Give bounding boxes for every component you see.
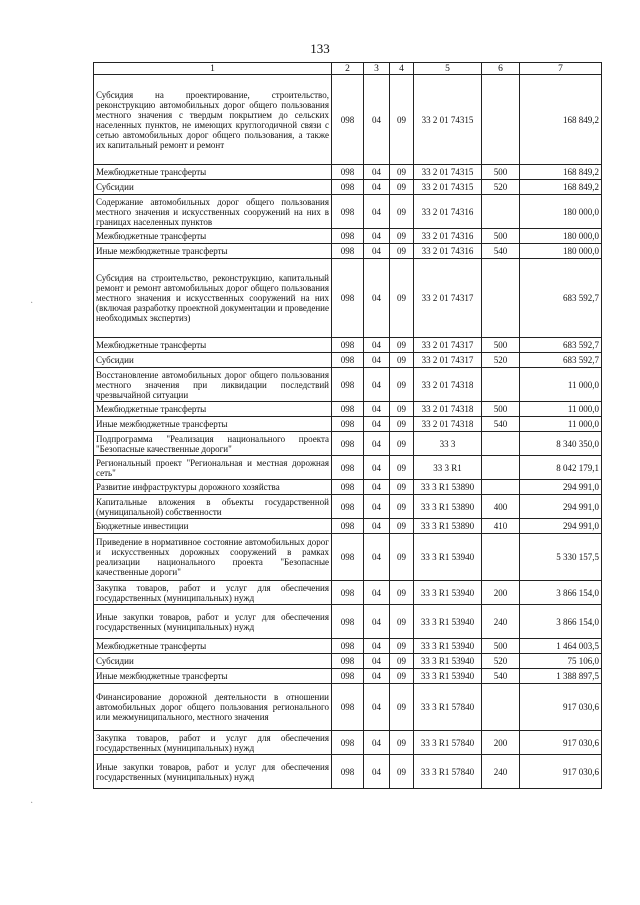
row-cell-5: 33 2 01 74318 bbox=[414, 402, 482, 417]
row-cell-5: 33 2 01 74317 bbox=[414, 259, 482, 338]
row-cell-4: 09 bbox=[390, 581, 414, 605]
row-cell-3: 04 bbox=[364, 581, 390, 605]
row-cell-7: 294 991,0 bbox=[520, 480, 602, 495]
row-cell-2: 098 bbox=[332, 229, 364, 244]
row-cell-3: 04 bbox=[364, 495, 390, 519]
row-cell-2: 098 bbox=[332, 605, 364, 639]
table-row bbox=[94, 195, 602, 229]
row-cell-2: 098 bbox=[332, 456, 364, 480]
row-cell-5: 33 3 R1 53890 bbox=[414, 480, 482, 495]
row-name-cell: Субсидии bbox=[94, 353, 332, 368]
row-cell-2: 098 bbox=[332, 75, 364, 165]
row-cell-4: 09 bbox=[390, 480, 414, 495]
row-cell-3: 04 bbox=[364, 731, 390, 755]
row-name-cell: Закупка товаров, работ и услуг для обеспечения государственных (муниципальных) нужд bbox=[94, 731, 332, 755]
row-cell-6: 240 bbox=[482, 605, 520, 639]
row-cell-2: 098 bbox=[332, 353, 364, 368]
row-cell-4: 09 bbox=[390, 338, 414, 353]
row-cell-3: 04 bbox=[364, 259, 390, 338]
row-name-cell: Субсидии bbox=[94, 654, 332, 669]
row-cell-6: 240 bbox=[482, 755, 520, 789]
table-row bbox=[94, 417, 602, 432]
row-cell-2: 098 bbox=[332, 639, 364, 654]
row-cell-5: 33 3 R1 53940 bbox=[414, 581, 482, 605]
row-cell-7: 3 866 154,0 bbox=[520, 581, 602, 605]
row-cell-5: 33 2 01 74316 bbox=[414, 229, 482, 244]
row-cell-3: 04 bbox=[364, 338, 390, 353]
row-cell-3: 04 bbox=[364, 605, 390, 639]
row-cell-5: 33 3 R1 53940 bbox=[414, 639, 482, 654]
row-cell-7: 3 866 154,0 bbox=[520, 605, 602, 639]
row-cell-3: 04 bbox=[364, 639, 390, 654]
row-cell-7: 8 042 179,1 bbox=[520, 456, 602, 480]
row-cell-7: 8 340 350,0 bbox=[520, 432, 602, 456]
row-cell-2: 098 bbox=[332, 519, 364, 534]
row-cell-6: 520 bbox=[482, 353, 520, 368]
row-cell-6: 540 bbox=[482, 244, 520, 259]
row-cell-5: 33 3 R1 53890 bbox=[414, 519, 482, 534]
row-cell-6: 520 bbox=[482, 180, 520, 195]
row-cell-7: 5 330 157,5 bbox=[520, 534, 602, 581]
row-cell-6: 200 bbox=[482, 731, 520, 755]
table-row bbox=[94, 731, 602, 755]
row-cell-4: 09 bbox=[390, 456, 414, 480]
row-cell-6: 520 bbox=[482, 654, 520, 669]
row-cell-5: 33 3 bbox=[414, 432, 482, 456]
row-cell-4: 09 bbox=[390, 605, 414, 639]
row-name-cell: Иные межбюджетные трансферты bbox=[94, 244, 332, 259]
column-header: 2 bbox=[332, 63, 364, 75]
table-row bbox=[94, 480, 602, 495]
page-number: 133 bbox=[310, 41, 330, 56]
row-cell-2: 098 bbox=[332, 165, 364, 180]
row-cell-4: 09 bbox=[390, 731, 414, 755]
row-cell-4: 09 bbox=[390, 684, 414, 731]
row-cell-4: 09 bbox=[390, 519, 414, 534]
row-cell-6: 410 bbox=[482, 519, 520, 534]
row-cell-4: 09 bbox=[390, 755, 414, 789]
row-cell-2: 098 bbox=[332, 731, 364, 755]
row-cell-4: 09 bbox=[390, 417, 414, 432]
row-cell-5: 33 2 01 74315 bbox=[414, 75, 482, 165]
row-name-cell: Развитие инфраструктуры дорожного хозяйства bbox=[94, 480, 332, 495]
row-cell-4: 09 bbox=[390, 259, 414, 338]
row-cell-5: 33 2 01 74315 bbox=[414, 180, 482, 195]
row-cell-3: 04 bbox=[364, 75, 390, 165]
row-cell-3: 04 bbox=[364, 417, 390, 432]
row-cell-2: 098 bbox=[332, 480, 364, 495]
row-cell-6: 500 bbox=[482, 165, 520, 180]
table-row bbox=[94, 456, 602, 480]
row-cell-5: 33 2 01 74318 bbox=[414, 368, 482, 402]
row-cell-5: 33 3 R1 53940 bbox=[414, 605, 482, 639]
column-header: 7 bbox=[520, 63, 602, 75]
row-cell-6: 500 bbox=[482, 402, 520, 417]
row-name-cell: Межбюджетные трансферты bbox=[94, 229, 332, 244]
row-cell-6: 500 bbox=[482, 338, 520, 353]
row-cell-3: 04 bbox=[364, 755, 390, 789]
table-row bbox=[94, 229, 602, 244]
row-cell-6: 540 bbox=[482, 417, 520, 432]
row-cell-7: 683 592,7 bbox=[520, 259, 602, 338]
row-cell-5: 33 2 01 74317 bbox=[414, 353, 482, 368]
row-cell-3: 04 bbox=[364, 432, 390, 456]
column-header: 4 bbox=[390, 63, 414, 75]
row-cell-6: 200 bbox=[482, 581, 520, 605]
row-cell-5: 33 3 R1 57840 bbox=[414, 684, 482, 731]
row-cell-3: 04 bbox=[364, 165, 390, 180]
row-cell-5: 33 3 R1 53890 bbox=[414, 495, 482, 519]
row-cell-4: 09 bbox=[390, 654, 414, 669]
table-row bbox=[94, 669, 602, 684]
row-cell-3: 04 bbox=[364, 353, 390, 368]
row-cell-3: 04 bbox=[364, 534, 390, 581]
row-cell-7: 11 000,0 bbox=[520, 402, 602, 417]
table-row bbox=[94, 605, 602, 639]
row-name-cell: Иные межбюджетные трансферты bbox=[94, 417, 332, 432]
row-cell-5: 33 2 01 74317 bbox=[414, 338, 482, 353]
row-cell-4: 09 bbox=[390, 669, 414, 684]
row-cell-3: 04 bbox=[364, 669, 390, 684]
margin-mark: · bbox=[30, 798, 34, 809]
row-cell-4: 09 bbox=[390, 432, 414, 456]
table-row bbox=[94, 353, 602, 368]
row-cell-4: 09 bbox=[390, 165, 414, 180]
row-cell-7: 917 030,6 bbox=[520, 684, 602, 731]
table-row bbox=[94, 755, 602, 789]
table-row bbox=[94, 654, 602, 669]
row-cell-2: 098 bbox=[332, 180, 364, 195]
row-cell-2: 098 bbox=[332, 259, 364, 338]
row-cell-7: 683 592,7 bbox=[520, 338, 602, 353]
row-cell-3: 04 bbox=[364, 368, 390, 402]
row-name-cell: Восстановление автомобильных дорог общего пользования местного значения при ликвидации последствий чрезвычайной ситуации bbox=[94, 368, 332, 402]
row-cell-2: 098 bbox=[332, 495, 364, 519]
row-cell-4: 09 bbox=[390, 180, 414, 195]
row-cell-3: 04 bbox=[364, 519, 390, 534]
row-cell-7: 75 106,0 bbox=[520, 654, 602, 669]
row-cell-2: 098 bbox=[332, 581, 364, 605]
row-cell-7: 168 849,2 bbox=[520, 165, 602, 180]
table-row bbox=[94, 368, 602, 402]
row-cell-6: 400 bbox=[482, 495, 520, 519]
row-cell-3: 04 bbox=[364, 402, 390, 417]
row-cell-7: 1 464 003,5 bbox=[520, 639, 602, 654]
row-cell-7: 294 991,0 bbox=[520, 519, 602, 534]
row-cell-7: 917 030,6 bbox=[520, 755, 602, 789]
row-cell-3: 04 bbox=[364, 244, 390, 259]
row-cell-6 bbox=[482, 684, 520, 731]
row-cell-7: 180 000,0 bbox=[520, 229, 602, 244]
budget-table bbox=[93, 62, 602, 789]
row-cell-3: 04 bbox=[364, 195, 390, 229]
column-header: 6 bbox=[482, 63, 520, 75]
row-name-cell: Межбюджетные трансферты bbox=[94, 402, 332, 417]
row-name-cell: Приведение в нормативное состояние автомобильных дорог и искусственных дорожных сооружений в рамках реализации национального проекта "Безопасные качественные дороги" bbox=[94, 534, 332, 581]
row-cell-5: 33 3 R1 57840 bbox=[414, 731, 482, 755]
table-row bbox=[94, 259, 602, 338]
row-name-cell: Межбюджетные трансферты bbox=[94, 165, 332, 180]
row-cell-2: 098 bbox=[332, 417, 364, 432]
row-name-cell: Закупка товаров, работ и услуг для обеспечения государственных (муниципальных) нужд bbox=[94, 581, 332, 605]
row-cell-3: 04 bbox=[364, 684, 390, 731]
row-cell-6 bbox=[482, 432, 520, 456]
row-cell-5: 33 3 R1 57840 bbox=[414, 755, 482, 789]
row-cell-2: 098 bbox=[332, 654, 364, 669]
row-cell-6 bbox=[482, 480, 520, 495]
table-header-row bbox=[94, 63, 602, 75]
row-cell-6: 500 bbox=[482, 639, 520, 654]
row-cell-7: 11 000,0 bbox=[520, 417, 602, 432]
row-name-cell: Иные закупки товаров, работ и услуг для обеспечения государственных (муниципальных) нужд bbox=[94, 605, 332, 639]
row-name-cell: Субсидия на строительство, реконструкцию, капитальный ремонт и ремонт автомобильных дорог общего пользования местного значения и искусственных сооружений на них (включая разработку проектной документации и проведение необходимых экспертиз) bbox=[94, 259, 332, 338]
table-row bbox=[94, 402, 602, 417]
row-cell-5: 33 2 01 74316 bbox=[414, 244, 482, 259]
table-row bbox=[94, 495, 602, 519]
row-name-cell: Подпрограмма "Реализация национального проекта "Безопасные качественные дороги" bbox=[94, 432, 332, 456]
row-cell-2: 098 bbox=[332, 244, 364, 259]
row-cell-5: 33 3 R1 53940 bbox=[414, 669, 482, 684]
row-cell-7: 168 849,2 bbox=[520, 75, 602, 165]
row-cell-5: 33 3 R1 53940 bbox=[414, 534, 482, 581]
row-cell-4: 09 bbox=[390, 75, 414, 165]
row-cell-5: 33 3 R1 53940 bbox=[414, 654, 482, 669]
row-cell-7: 294 991,0 bbox=[520, 495, 602, 519]
column-header: 1 bbox=[94, 63, 332, 75]
table-row bbox=[94, 165, 602, 180]
row-cell-6 bbox=[482, 75, 520, 165]
row-cell-3: 04 bbox=[364, 229, 390, 244]
row-cell-6 bbox=[482, 368, 520, 402]
table-row bbox=[94, 338, 602, 353]
row-cell-2: 098 bbox=[332, 338, 364, 353]
row-name-cell: Межбюджетные трансферты bbox=[94, 338, 332, 353]
column-header: 3 bbox=[364, 63, 390, 75]
row-cell-4: 09 bbox=[390, 639, 414, 654]
row-cell-2: 098 bbox=[332, 755, 364, 789]
table-row bbox=[94, 75, 602, 165]
table-row bbox=[94, 519, 602, 534]
row-cell-6 bbox=[482, 195, 520, 229]
row-cell-6 bbox=[482, 456, 520, 480]
row-cell-3: 04 bbox=[364, 456, 390, 480]
row-cell-7: 1 388 897,5 bbox=[520, 669, 602, 684]
row-cell-4: 09 bbox=[390, 244, 414, 259]
row-cell-4: 09 bbox=[390, 534, 414, 581]
row-cell-2: 098 bbox=[332, 368, 364, 402]
row-cell-3: 04 bbox=[364, 654, 390, 669]
row-cell-7: 917 030,6 bbox=[520, 731, 602, 755]
row-name-cell: Иные межбюджетные трансферты bbox=[94, 669, 332, 684]
row-cell-2: 098 bbox=[332, 684, 364, 731]
row-name-cell: Субсидия на проектирование, строительство, реконструкцию автомобильных дорог общего пользования местного значения с твердым покрытием до сельских населенных пунктов, не имеющих круглогодичной связи с сетью автомобильных дорог общего пользования, а также их капитальный ремонт и ремонт bbox=[94, 75, 332, 165]
column-header: 5 bbox=[414, 63, 482, 75]
row-cell-4: 09 bbox=[390, 195, 414, 229]
row-name-cell: Иные закупки товаров, работ и услуг для обеспечения государственных (муниципальных) нужд bbox=[94, 755, 332, 789]
row-cell-4: 09 bbox=[390, 368, 414, 402]
row-cell-2: 098 bbox=[332, 669, 364, 684]
row-cell-4: 09 bbox=[390, 229, 414, 244]
row-cell-4: 09 bbox=[390, 495, 414, 519]
row-cell-5: 33 2 01 74315 bbox=[414, 165, 482, 180]
table-row bbox=[94, 244, 602, 259]
table-row bbox=[94, 180, 602, 195]
row-cell-3: 04 bbox=[364, 480, 390, 495]
table-row bbox=[94, 432, 602, 456]
row-name-cell: Финансирование дорожной деятельности в отношении автомобильных дорог общего пользования регионального или межмуниципального, местного значения bbox=[94, 684, 332, 731]
margin-mark: · bbox=[30, 298, 34, 309]
row-cell-4: 09 bbox=[390, 402, 414, 417]
row-cell-4: 09 bbox=[390, 353, 414, 368]
row-cell-2: 098 bbox=[332, 432, 364, 456]
table-row bbox=[94, 639, 602, 654]
row-name-cell: Региональный проект "Региональная и местная дорожная сеть" bbox=[94, 456, 332, 480]
row-cell-5: 33 2 01 74316 bbox=[414, 195, 482, 229]
row-cell-7: 683 592,7 bbox=[520, 353, 602, 368]
row-cell-7: 180 000,0 bbox=[520, 244, 602, 259]
row-cell-2: 098 bbox=[332, 534, 364, 581]
row-cell-2: 098 bbox=[332, 195, 364, 229]
table-row bbox=[94, 534, 602, 581]
row-cell-7: 180 000,0 bbox=[520, 195, 602, 229]
row-cell-6 bbox=[482, 259, 520, 338]
row-cell-5: 33 3 R1 bbox=[414, 456, 482, 480]
row-cell-7: 168 849,2 bbox=[520, 180, 602, 195]
row-cell-2: 098 bbox=[332, 402, 364, 417]
row-name-cell: Содержание автомобильных дорог общего пользования местного значения и искусственных сооружений на них в границах населенных пунктов bbox=[94, 195, 332, 229]
row-name-cell: Бюджетные инвестиции bbox=[94, 519, 332, 534]
table-row bbox=[94, 684, 602, 731]
row-name-cell: Субсидии bbox=[94, 180, 332, 195]
row-cell-7: 11 000,0 bbox=[520, 368, 602, 402]
row-cell-3: 04 bbox=[364, 180, 390, 195]
table-row bbox=[94, 581, 602, 605]
row-name-cell: Капитальные вложения в объекты государственной (муниципальной) собственности bbox=[94, 495, 332, 519]
row-cell-6: 540 bbox=[482, 669, 520, 684]
row-name-cell: Межбюджетные трансферты bbox=[94, 639, 332, 654]
row-cell-6 bbox=[482, 534, 520, 581]
row-cell-5: 33 2 01 74318 bbox=[414, 417, 482, 432]
row-cell-6: 500 bbox=[482, 229, 520, 244]
